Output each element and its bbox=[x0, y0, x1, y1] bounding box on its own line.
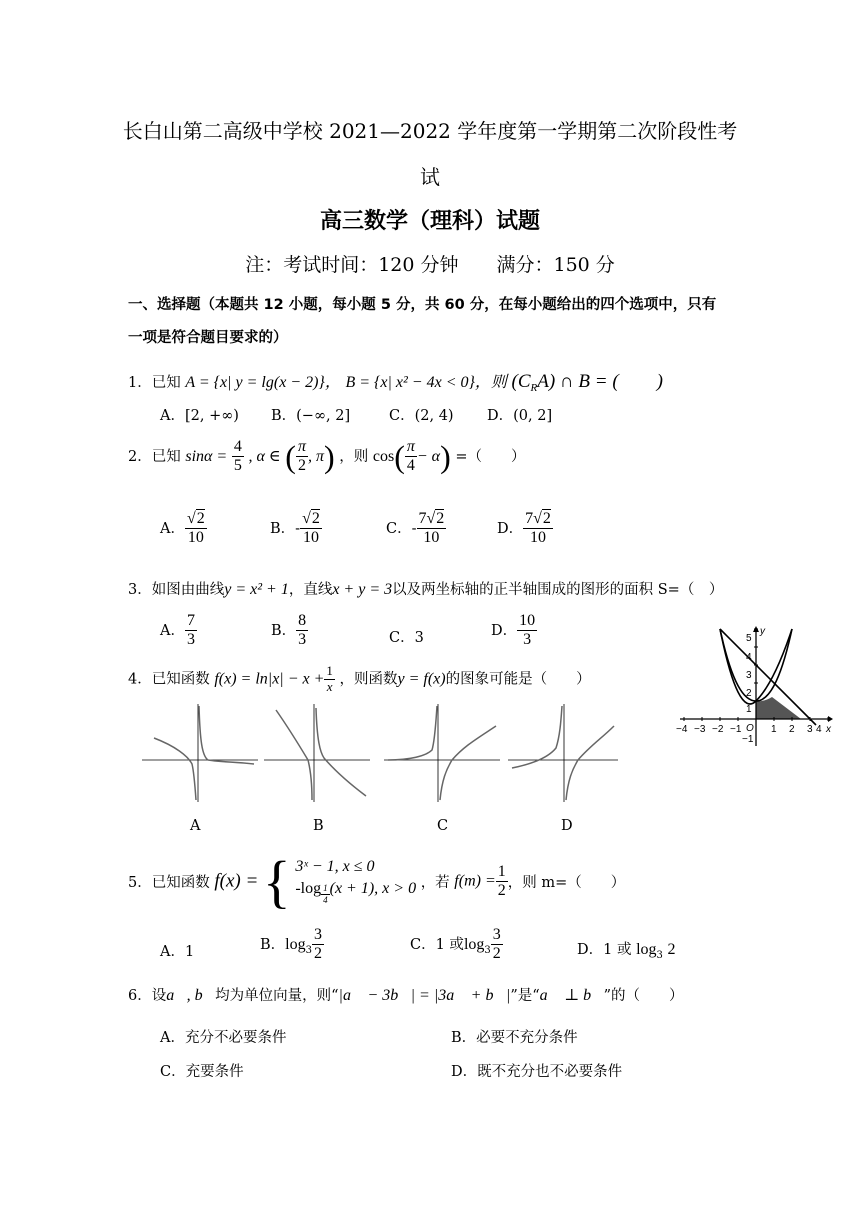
q2-number: 2．已知 bbox=[128, 448, 181, 465]
y-tick-label: 4 bbox=[746, 652, 752, 663]
x-tick-label: −3 bbox=[694, 724, 706, 735]
q1-set-b: B = {x| x² − 4x < 0}，则 bbox=[345, 374, 507, 391]
question-3: 3．如图由曲线y = x² + 1，直线x + y = 3以及两坐标轴的正半轴围成的图形的面积 S=（ ） bbox=[128, 581, 724, 598]
q6-option-b: B．必要不充分条件 bbox=[451, 1030, 578, 1046]
section-heading-line1: 一、选择题（本题共 12 小题，每小题 5 分，共 60 分，在每小题给出的四个选项中，只有 bbox=[128, 297, 717, 313]
q4-label-a: A bbox=[190, 818, 201, 834]
shaded-region bbox=[756, 697, 801, 719]
q3-option-b: B． $\frac{8}{3}$ bbox=[271, 612, 307, 649]
q1-option-c: C．(2, 4) bbox=[389, 408, 454, 424]
q2-pi-over-2: $\frac{\pi}{2}$ bbox=[297, 438, 306, 475]
origin-label: O bbox=[746, 723, 754, 734]
q5-option-a: A．1 bbox=[160, 944, 195, 960]
q4-function: f(x) = ln|x| − x + bbox=[214, 670, 325, 688]
q5-piecewise: 3ˣ − 1, x ≤ 0 -log $_{\frac{1}{4}}$ (x + 1), x > 0 bbox=[295, 858, 417, 905]
q3-area-figure bbox=[676, 624, 834, 750]
q1-expr: (C bbox=[511, 371, 531, 392]
question-2: 2．已知 sinα = $\frac{4}{5}$ , α ∈ ( $\frac{\pi}{2}$ , π) ，则 cos( $\frac{\pi}{4}$ − α) =（ ） bbox=[128, 438, 526, 475]
section-heading-line2: 一项是符合题目要求的） bbox=[128, 330, 288, 346]
q1-number: 1．已知 bbox=[128, 375, 181, 391]
q3-curve: y = x² + 1 bbox=[224, 581, 289, 598]
q5-option-b: B．$\log_3$ $\frac{3}{2}$ bbox=[260, 926, 322, 963]
q2-option-a: A． $\frac{√2}{10}$ bbox=[160, 510, 205, 547]
exam-title-line1: 长白山第二高级中学校 2021—2022 学年度第一学期第二次阶段性考 bbox=[122, 119, 738, 143]
y-tick-label: 3 bbox=[746, 670, 752, 681]
q2-option-b: B．- $\frac{√2}{10}$ bbox=[270, 510, 320, 547]
exam-subtitle: 高三数学（理科）试题 bbox=[319, 209, 540, 234]
y-tick-label: 2 bbox=[746, 688, 752, 699]
x-tick-label: −1 bbox=[730, 724, 742, 735]
x-tick-label: 4 bbox=[816, 724, 822, 735]
q1-option-d: D．(0, 2] bbox=[487, 408, 553, 424]
x-tick-label: −4 bbox=[676, 724, 688, 735]
q1-option-a: A．[2, +∞) bbox=[160, 408, 239, 424]
q6-option-a: A．充分不必要条件 bbox=[160, 1030, 287, 1046]
q2-sin: sinα = bbox=[185, 447, 228, 465]
q6-condition: |a⃗ − 3b⃗| = |3a⃗ + b⃗| bbox=[338, 987, 511, 1004]
q3-line: x + y = 3 bbox=[332, 581, 393, 598]
q6-perp: a⃗ ⊥ b⃗ bbox=[539, 987, 604, 1004]
y-tick-label: 1 bbox=[746, 704, 752, 715]
q4-label-d: D bbox=[561, 818, 573, 834]
x-tick-label: 2 bbox=[789, 724, 795, 735]
q2-eq: =（ ） bbox=[455, 448, 526, 465]
q4-label-c: C bbox=[437, 818, 449, 834]
y-tick-label: 5 bbox=[746, 633, 752, 644]
q3-option-a: A． $\frac{7}{3}$ bbox=[160, 612, 195, 649]
q4-graph-b bbox=[262, 700, 374, 806]
q6-option-c: C．充要条件 bbox=[160, 1064, 244, 1080]
q1-set-a: A = {x| y = lg(x − 2)}， bbox=[185, 374, 341, 391]
q4-graph-c bbox=[382, 700, 504, 806]
question-6: 6．设a⃗, b⃗均为单位向量，则“|a⃗ − 3b⃗| = |3a⃗ + b⃗|”是“a⃗ ⊥ b⃗”的（ ） bbox=[128, 987, 684, 1004]
q2-frac: $\frac{4}{5}$ bbox=[233, 438, 242, 475]
q4-graph-a bbox=[140, 700, 262, 806]
q1-sub: R bbox=[530, 381, 538, 394]
x-axis-label: x bbox=[826, 724, 831, 735]
q2-option-d: D． $\frac{7√2}{10}$ bbox=[497, 510, 551, 547]
q2-pi-over-4: $\frac{\pi}{4}$ bbox=[406, 438, 415, 475]
q5-option-c: C．1 或$\log_3$ $\frac{3}{2}$ bbox=[410, 926, 501, 963]
y-axis-label: y bbox=[760, 626, 765, 637]
exam-title-line2: 试 bbox=[420, 165, 440, 189]
q3-option-d: D． $\frac{10}{3}$ bbox=[491, 612, 536, 649]
question-1 bbox=[128, 366, 663, 394]
q1-option-b: B．(−∞, 2] bbox=[271, 408, 351, 424]
y-tick-label: −1 bbox=[742, 734, 754, 745]
x-tick-label: −2 bbox=[712, 724, 724, 735]
q2-alpha-in: , α ∈ bbox=[248, 447, 281, 465]
question-5: 5．已知函数 f(x) = { 3ˣ − 1, x ≤ 0 -log $_{\frac{1}{4}}$ (x + 1), x > 0 ，若 f(m) = $\frac{1}{2}$ ，则 m=（ ） bbox=[128, 849, 626, 914]
exam-note: 注：考试时间：120 分钟 满分：150 分 bbox=[245, 254, 615, 276]
question-4: 4．已知函数 f(x) = ln|x| − x + $\frac{1}{x}$ ，则函数y = f(x)的图象可能是（ ） bbox=[128, 663, 591, 694]
q1-expr2: A) ∩ B = ( ) bbox=[537, 371, 663, 392]
q2-then: ，则 bbox=[339, 448, 369, 465]
q3-option-c: C．3 bbox=[389, 630, 424, 646]
q4-graph-d bbox=[506, 700, 622, 806]
x-tick-label: 3 bbox=[807, 724, 813, 735]
q2-option-c: C．- $\frac{7√2}{10}$ bbox=[386, 510, 445, 547]
q5-option-d: D．1 或 $\log_3 2$ bbox=[577, 941, 676, 961]
q6-option-d: D．既不充分也不必要条件 bbox=[451, 1064, 623, 1080]
x-tick-label: 1 bbox=[771, 724, 777, 735]
q4-label-b: B bbox=[313, 818, 324, 834]
